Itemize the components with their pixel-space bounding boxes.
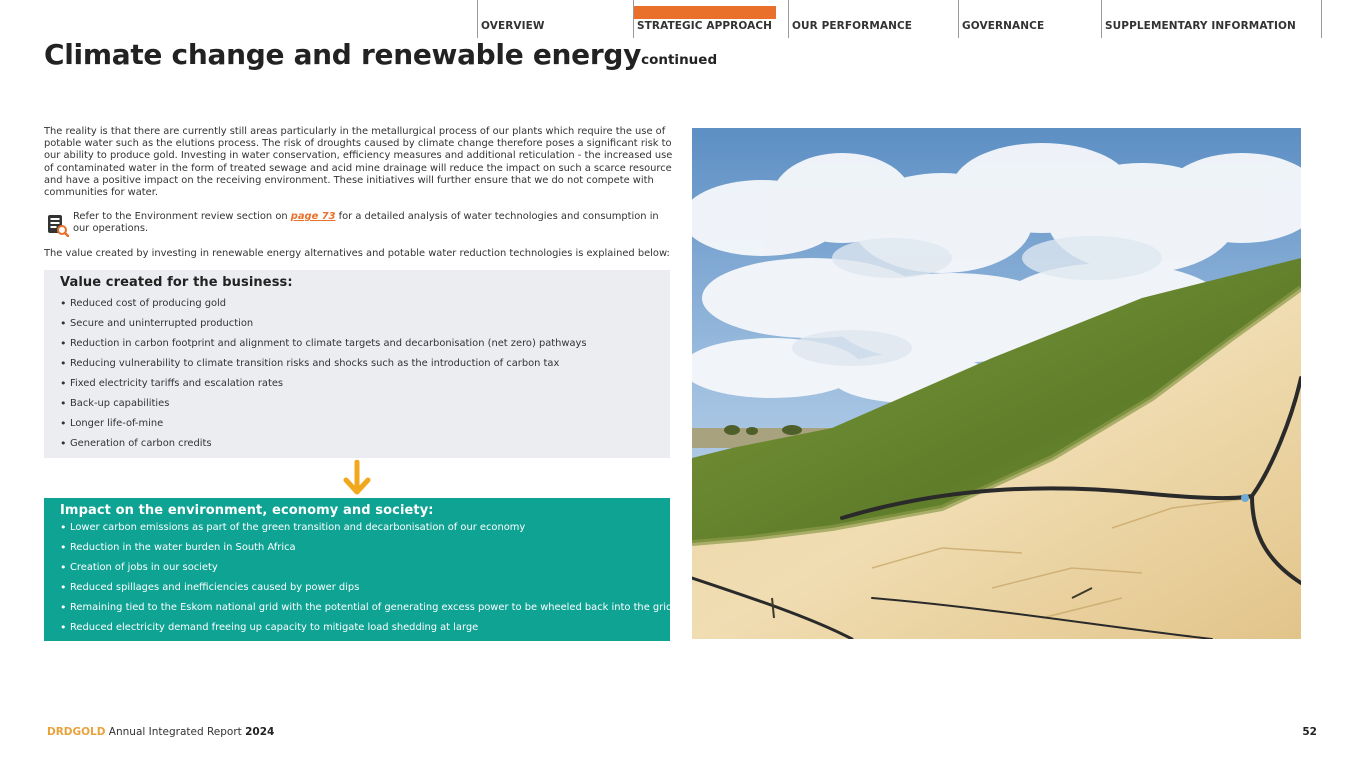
list-item: • Creation of jobs in our society — [60, 558, 670, 578]
reference-text — [73, 211, 673, 235]
list-item: • Remaining tied to the Eskom national grid with the potential of generating excess power to be wheeled back into the grid — [60, 598, 670, 618]
tab-label: GOVERNANCE — [962, 20, 1045, 32]
footer-brand: DRDGOLD — [47, 726, 106, 738]
value-created-list — [60, 294, 670, 454]
tab-label: STRATEGIC APPROACH — [637, 20, 773, 32]
list-item: • Reduced spillages and inefficiencies caused by power dips — [60, 578, 670, 598]
list-item: • Reduced electricity demand freeing up capacity to mitigate load shedding at large — [60, 618, 670, 638]
list-item: • Reduction in carbon footprint and alignment to climate targets and decarbonisation (net zero) pathways — [60, 334, 670, 354]
reference-text-after: for a detailed analysis of water technologies and consumption in our operations. — [73, 211, 659, 235]
footer-report-name: Annual Integrated Report — [105, 726, 246, 738]
list-item: • Generation of carbon credits — [60, 434, 670, 454]
tab-governance[interactable] — [958, 0, 1101, 38]
value-created-box — [44, 270, 670, 458]
reference-note — [44, 211, 678, 237]
tab-strategic-approach[interactable] — [633, 0, 788, 38]
list-item: • Reduced cost of producing gold — [60, 294, 670, 314]
arrow-down-icon — [342, 460, 372, 496]
list-item: • Fixed electricity tariffs and escalation rates — [60, 374, 670, 394]
reference-text-before: Refer to the Environment review section on — [73, 211, 291, 222]
tab-label: OUR PERFORMANCE — [792, 20, 913, 32]
impact-heading: Impact on the environment, economy and society: — [60, 503, 434, 518]
tailings-dam-photo — [692, 128, 1301, 639]
impact-list — [60, 518, 673, 638]
footer — [47, 726, 274, 738]
list-item: • Longer life-of-mine — [60, 414, 670, 434]
top-navigation — [477, 0, 1322, 38]
list-item: • Reducing vulnerability to climate transition risks and shocks such as the introduction of carbon tax — [60, 354, 670, 374]
value-intro-paragraph: The value created by investing in renewable energy alternatives and potable water reduction technologies is explained below: — [44, 248, 670, 259]
tab-label: OVERVIEW — [481, 20, 545, 32]
page-73-link[interactable]: page 73 — [290, 211, 336, 222]
intro-paragraph: The reality is that there are currently still areas particularly in the metallurgical process of our plants which require the use of potable water such as the elutions process. The risk of droughts caused by climate change therefore poses a significant risk to our ability to produce gold. Investing in water conservation, efficiency measures and additional reticulation - the increased use of contaminated water in the form of treated sewage and acid mine drainage will reduce the impact on such a scarce resource and have a positive impact on the receiving environment. These initiatives will further ensure that we do not compete with communities for water. — [44, 126, 673, 199]
tab-label: SUPPLEMENTARY INFORMATION — [1105, 20, 1296, 32]
list-item: • Lower carbon emissions as part of the green transition and decarbonisation of our economy — [60, 518, 670, 538]
document-search-icon — [47, 213, 69, 237]
page-title-main: Climate change and renewable energy — [44, 38, 642, 71]
page-title-suffix: continued — [641, 52, 718, 68]
list-item: • Secure and uninterrupted production — [60, 314, 670, 334]
page-title — [44, 38, 717, 71]
footer-year: 2024 — [245, 726, 275, 738]
tab-supplementary-information[interactable] — [1101, 0, 1322, 38]
list-item: • Back-up capabilities — [60, 394, 670, 414]
list-item: • Reduction in the water burden in South Africa — [60, 538, 670, 558]
tab-our-performance[interactable] — [788, 0, 958, 38]
impact-box — [44, 498, 673, 641]
tab-overview[interactable] — [477, 0, 621, 38]
value-created-heading: Value created for the business: — [60, 275, 293, 290]
page-number: 52 — [1302, 726, 1317, 738]
